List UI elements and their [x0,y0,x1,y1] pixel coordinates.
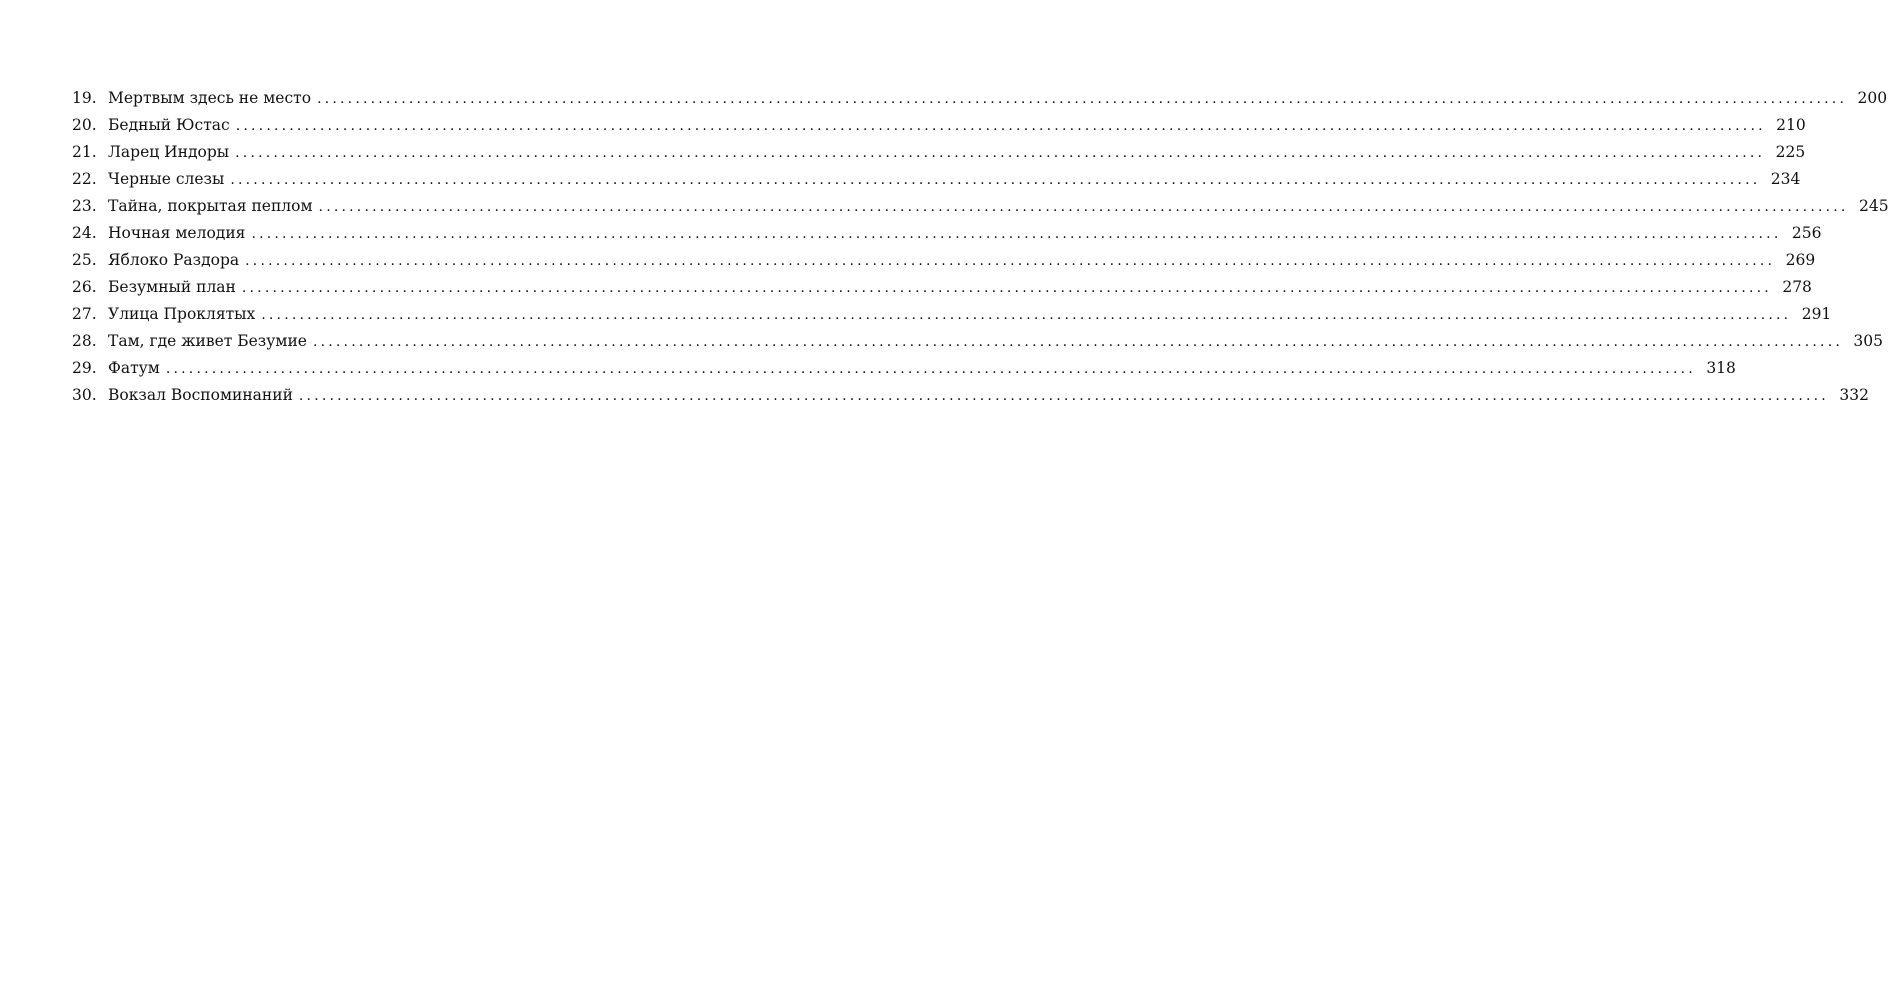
page-number: 305 [1853,332,1883,350]
page-number: 278 [1782,278,1812,296]
chapter-number: 25. [72,251,97,269]
chapter-title: Яблоко Раздора [108,251,240,269]
toc-entry-19 [72,85,1888,112]
chapter-title: Улица Проклятых [108,305,256,323]
dot-leader: ........................................................................................................................................................................................................ [312,334,1843,350]
chapter-number: 27. [72,305,97,323]
chapter-number: 30. [72,386,97,404]
dot-leader: ........................................................................................................................................................................................................ [318,199,1849,215]
toc-entry-20 [72,112,1806,139]
dot-leader: ........................................................................................................................................................................................................ [241,280,1772,296]
toc-entry-22 [72,166,1801,193]
chapter-number: 29. [72,359,97,377]
page-number: 210 [1776,116,1806,134]
chapter-title: Черные слезы [108,170,225,188]
toc-entry-27 [72,301,1832,328]
dot-leader: ........................................................................................................................................................................................................ [261,307,1792,323]
toc-entry-30 [72,382,1869,409]
chapter-title: Ночная мелодия [108,224,246,242]
chapter-title: Тайна, покрытая пеплом [108,197,313,215]
chapter-title: Фатум [108,359,160,377]
chapter-number: 26. [72,278,97,296]
toc-entry-28 [72,328,1883,355]
page-number: 245 [1859,197,1889,215]
dot-leader: ........................................................................................................................................................................................................ [298,388,1829,404]
chapter-number: 24. [72,224,97,242]
page-number: 291 [1801,305,1832,323]
page-number: 200 [1857,89,1888,107]
chapter-number: 28. [72,332,97,350]
toc-entry-25 [72,247,1816,274]
chapter-title: Там, где живет Безумие [108,332,307,350]
page-number: 234 [1770,170,1801,188]
chapter-title: Ларец Индоры [108,143,230,161]
dot-leader: ........................................................................................................................................................................................................ [245,253,1776,269]
chapter-number: 22. [72,170,97,188]
toc-entry-24 [72,220,1822,247]
page-number: 269 [1785,251,1816,269]
toc-entry-29 [72,355,1736,382]
chapter-number: 19. [72,89,97,107]
chapter-title: Безумный план [108,278,236,296]
chapter-title: Бедный Юстас [108,116,230,134]
chapter-title: Вокзал Воспоминаний [108,386,293,404]
page-number: 318 [1706,359,1736,377]
toc-entry-23 [72,193,1889,220]
toc-entry-26 [72,274,1812,301]
chapter-number: 21. [72,143,97,161]
page-number: 225 [1775,143,1806,161]
table-of-contents [72,85,1889,409]
dot-leader: ........................................................................................................................................................................................................ [251,226,1782,242]
dot-leader: ........................................................................................................................................................................................................ [235,145,1766,161]
dot-leader: ........................................................................................................................................................................................................ [235,118,1766,134]
chapter-number: 20. [72,116,97,134]
page-number: 256 [1791,224,1822,242]
chapter-title: Мертвым здесь не место [108,89,312,107]
dot-leader: ........................................................................................................................................................................................................ [317,91,1848,107]
dot-leader: ........................................................................................................................................................................................................ [165,361,1696,377]
page-number: 332 [1839,386,1869,404]
chapter-number: 23. [72,197,97,215]
dot-leader: ........................................................................................................................................................................................................ [230,172,1761,188]
toc-entry-21 [72,139,1806,166]
